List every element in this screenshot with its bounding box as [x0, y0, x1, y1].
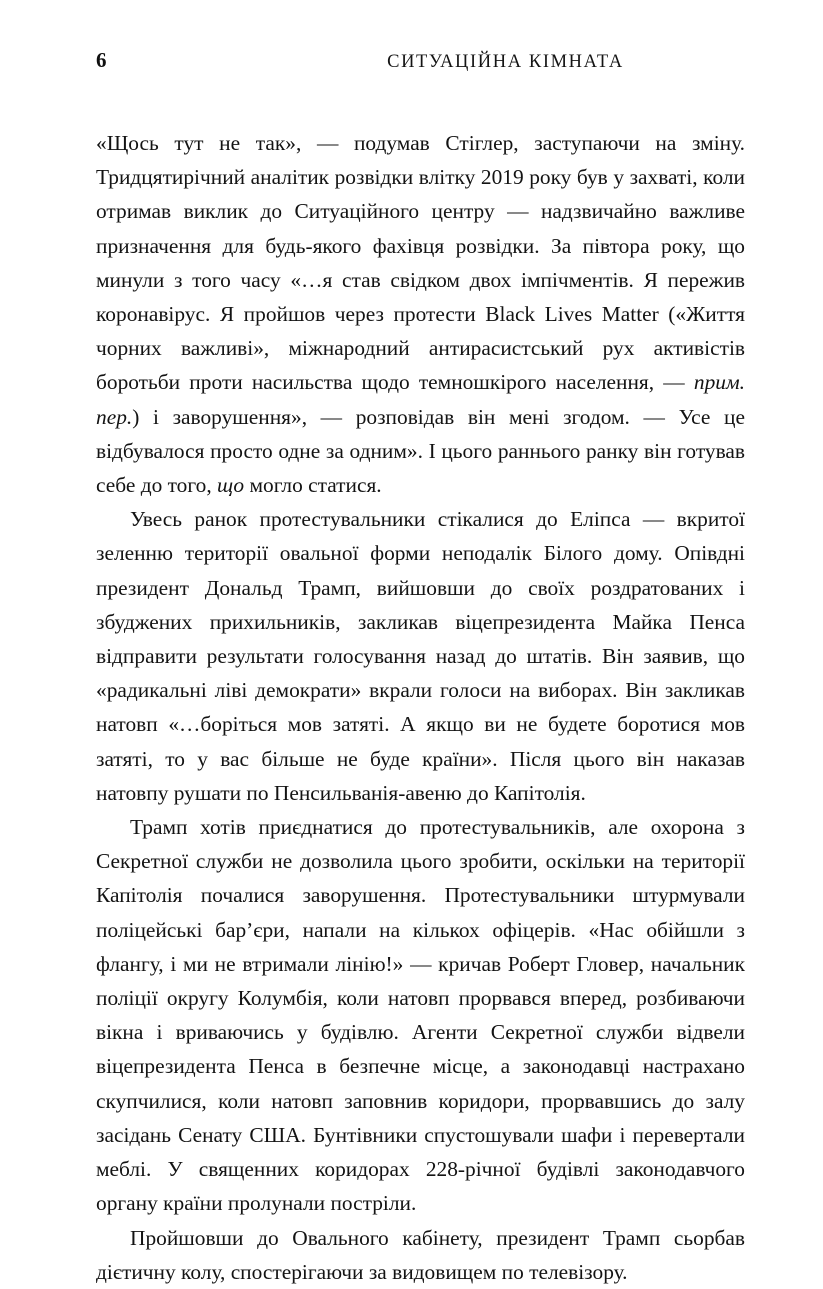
paragraph	[96, 502, 745, 810]
text-run: Трамп хотів приєднатися до протестувальників, але охорона з Секретної служби не дозволила цього зробити, оскільки на території Капітолія почалися заворушення. Протестувальники штурмували поліцейські бар’єри, напали на кількох офіцерів. «Нас обійшли з флангу, і ми не втримали лінію!» — кричав Роберт Гловер, начальник поліції округу Колумбія, коли натовп прорвався вперед, розбиваючи вікна і вриваючись у будівлю. Агенти Секретної служби відвели віцепрезидента Пенса в безпечне місце, а законодавці настрахано скупчилися, коли натовп заповнив коридори, прорвавшись до залу засідань Сенату США. Бунтівники спустошували шафи і перевертали меблі. У священних коридорах 228-річної будівлі законодавчого органу країни пролунали постріли.	[96, 815, 745, 1216]
text-run: Black Lives Matter	[485, 302, 659, 327]
paragraph	[96, 810, 745, 1220]
page-number: 6	[96, 48, 107, 72]
text-run: «Щось тут не так», — подумав Стіглер, заступаючи на зміну. Тридцятирічний аналітик розвідки влітку 2019 року був у захваті, коли отримав виклик до Ситуаційного центру — надзвичайно важливе призначення для будь-якого фахівця розвідки. За півтора року, що минули з того часу «…я став свідком двох імпічментів. Я пережив коронавірус. Я пройшов через протести	[96, 131, 745, 327]
emphasis-text: прим. пер.	[96, 370, 745, 429]
text-run: ) і заворушення», — розповідав він мені згодом. — Усе це відбувалося просто одне за одним». І цього раннього ранку він готував себе до того,	[96, 404, 745, 498]
text-run: Увесь ранок протестувальники стікалися до Еліпса — вкритої зеленню території овальної форми неподалік Білого дому. Опівдні президент Дональд Трамп, вийшовши до своїх роздратованих і збуджених прихильників, закликав віцепрезидента Майка Пенса відправити результати голосування назад до штатів. Він заявив, що «радикальні ліві демократи» вкрали голоси на виборах. Він закликав натовп «…боріться мов затяті. А якщо ви не будете боротися мов затяті, то у вас більше не буде країни». Після цього він наказав натовпу рушати по Пенсильванія-авеню до Капітолія.	[96, 507, 745, 805]
running-head-title: СИТУАЦІЙНА КІМНАТА	[387, 52, 624, 72]
paragraph	[96, 126, 745, 502]
text-run: («Життя чорних важливі», міжнародний антирасистський рух активістів боротьби проти насильства щодо темношкірого населення, —	[96, 302, 745, 395]
emphasis-text: що	[217, 473, 245, 498]
text-run: могло статися.	[244, 473, 382, 498]
text-run: Пройшовши до Овального кабінету, президент Трамп сьорбав дієтичну колу, спостерігаючи за видовищем по телевізору.	[96, 1225, 745, 1284]
page-body-text	[96, 126, 745, 1289]
running-head	[96, 48, 745, 88]
paragraph	[96, 1221, 745, 1289]
